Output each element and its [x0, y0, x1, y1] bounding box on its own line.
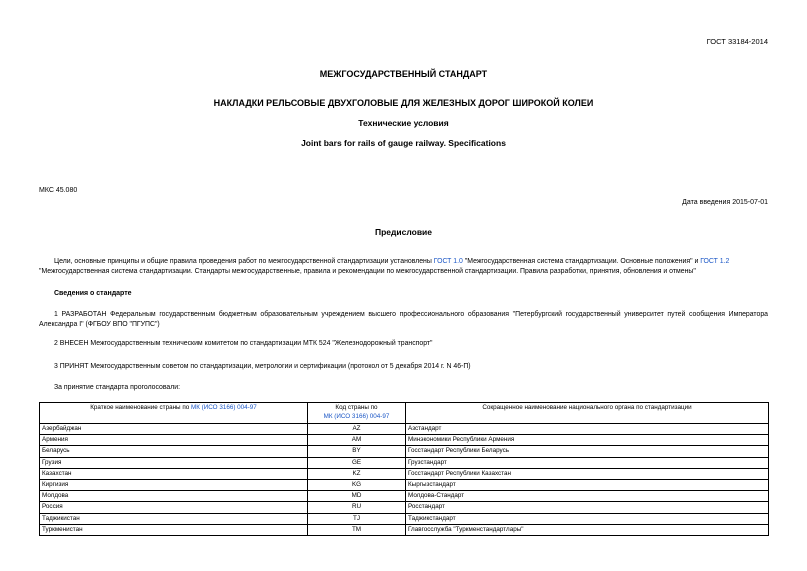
country-code-cell: TJ: [308, 513, 406, 524]
standards-body-cell: Минэкономики Республики Армения: [406, 435, 769, 446]
country-cell: Киргизия: [40, 479, 308, 490]
country-code-cell: KZ: [308, 468, 406, 479]
info-heading: Сведения о стандарте: [54, 290, 132, 297]
preface-text-2: "Межгосударственная система стандартизации. Основные положения" и: [462, 258, 701, 265]
preface-text-3: "Межгосударственная система стандартизации. Стандарты межгосударственные, правила и рекомендации по межгосударственной стандартизации. Правила разработки, принятия, обновления и отмены": [39, 268, 696, 275]
standards-body-cell: Госстандарт Республики Казахстан: [406, 468, 769, 479]
country-code-cell: BY: [308, 446, 406, 457]
table-row: [40, 468, 769, 479]
preface-paragraph: [39, 257, 768, 277]
intro-date: Дата введения 2015-07-01: [682, 199, 768, 206]
table-row: [40, 524, 769, 535]
member-states-table: [39, 402, 769, 536]
country-header-text: Краткое наименование страны по: [90, 404, 191, 411]
standards-body-cell: Таджикстандарт: [406, 513, 769, 524]
country-code-cell: TM: [308, 524, 406, 535]
standards-body-cell: Грузстандарт: [406, 457, 769, 468]
gost-1-0-link[interactable]: ГОСТ 1.0: [433, 258, 463, 265]
table-row: [40, 513, 769, 524]
standards-body-cell: Госстандарт Республики Беларусь: [406, 446, 769, 457]
country-cell: Молдова: [40, 491, 308, 502]
table-row: [40, 435, 769, 446]
country-cell: Беларусь: [40, 446, 308, 457]
adopted-paragraph: 3 ПРИНЯТ Межгосударственным советом по стандартизации, метрологии и сертификации (протокол от 5 декабря 2014 г. N 46-П): [54, 363, 471, 370]
country-cell: Таджикистан: [40, 513, 308, 524]
table-body: [40, 424, 769, 536]
table-row: [40, 424, 769, 435]
country-cell: Туркменистан: [40, 524, 308, 535]
standard-name-en: Joint bars for rails of gauge railway. Specifications: [301, 138, 506, 148]
country-code-cell: AM: [308, 435, 406, 446]
preface-text-1: Цели, основные принципы и общие правила проведения работ по межгосударственной стандартизации установлены: [54, 258, 434, 265]
table-row: [40, 457, 769, 468]
standards-body-header: Сокращенное наименование национального органа по стандартизации: [406, 403, 769, 424]
preface-heading: Предисловие: [374, 227, 433, 237]
country-cell: Россия: [40, 502, 308, 513]
mk-iso-link[interactable]: МК (ИСО 3166) 004-97: [190, 404, 257, 411]
country-cell: Казахстан: [40, 468, 308, 479]
gost-1-2-link[interactable]: ГОСТ 1.2: [700, 258, 730, 265]
table-row: [40, 446, 769, 457]
table-row: [40, 479, 769, 490]
mks-code: МКС 45.080: [39, 187, 78, 194]
code-header-text: Код страны по: [335, 404, 378, 411]
country-code-cell: AZ: [308, 424, 406, 435]
country-name-header: [40, 403, 308, 424]
country-code-cell: RU: [308, 502, 406, 513]
standard-subtitle-ru: Технические условия: [358, 118, 449, 128]
country-code-cell: KG: [308, 479, 406, 490]
developed-paragraph: 1 РАЗРАБОТАН Федеральным государственным бюджетным образовательным учреждением высшего профессионального образования "Петербургский государственный университет путей сообщения Императора Александра I" (ФГБОУ ВПО "ПГУПС"): [39, 311, 768, 328]
table-row: [40, 502, 769, 513]
introduced-paragraph: 2 ВНЕСЕН Межгосударственным техническим комитетом по стандартизации МТК 524 "Железнодорожный транспорт": [54, 340, 433, 347]
standards-body-cell: Молдова-Стандарт: [406, 491, 769, 502]
table-row: [40, 491, 769, 502]
country-code-cell: GE: [308, 457, 406, 468]
country-cell: Грузия: [40, 457, 308, 468]
standard-type-title: МЕЖГОСУДАРСТВЕННЫЙ СТАНДАРТ: [319, 69, 488, 79]
country-cell: Азербайджан: [40, 424, 308, 435]
table-header-row: [40, 403, 769, 424]
standards-body-cell: Кыргызстандарт: [406, 479, 769, 490]
voted-paragraph: За принятие стандарта проголосовали:: [54, 384, 181, 391]
country-cell: Армения: [40, 435, 308, 446]
country-code-cell: MD: [308, 491, 406, 502]
standards-body-cell: Росстандарт: [406, 502, 769, 513]
mk-iso-code-link[interactable]: МК (ИСО 3166) 004-97: [323, 412, 390, 420]
country-code-header: [308, 403, 406, 424]
standards-body-cell: Главгосслужба "Туркменстандартлары": [406, 524, 769, 535]
standards-body-cell: Азстандарт: [406, 424, 769, 435]
gost-number: ГОСТ 33184-2014: [706, 37, 768, 46]
standard-name-ru: НАКЛАДКИ РЕЛЬСОВЫЕ ДВУХГОЛОВЫЕ ДЛЯ ЖЕЛЕЗНЫХ ДОРОГ ШИРОКОЙ КОЛЕИ: [213, 98, 594, 108]
